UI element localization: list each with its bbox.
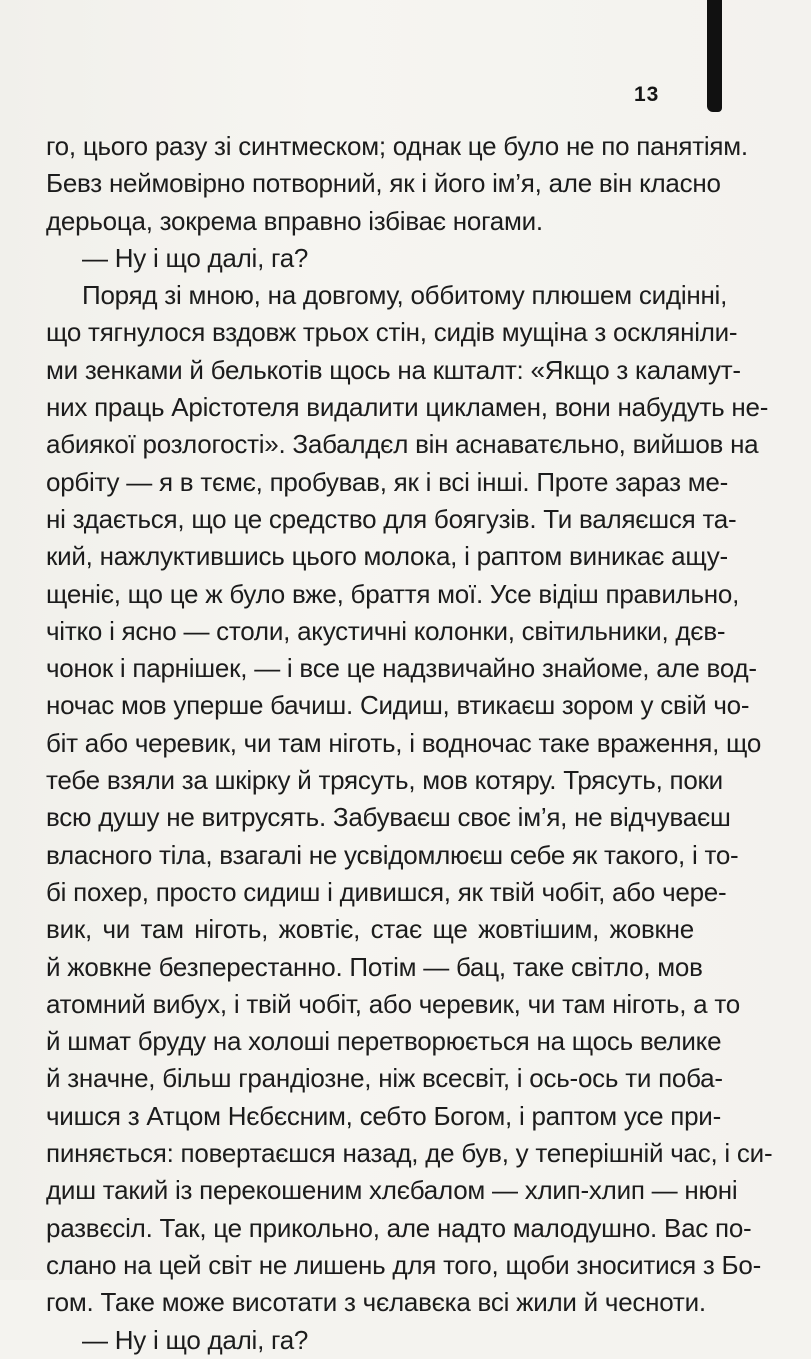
- text-line: й значне, більш грандіозне, ніж всесвіт, і ось-ось ти поба-: [46, 1063, 723, 1094]
- text-line: Поряд зі мною, на довгому, оббитому плюшем сидінні,: [82, 280, 728, 311]
- page-number: 13: [634, 83, 660, 106]
- text-line: й шмат бруду на холоші перетворюється на щось велике: [46, 1026, 722, 1057]
- page-edge-shadow: [707, 0, 722, 112]
- text-line: диш такий із перекошеним хлєбалом — хлип-хлип — нюні: [46, 1175, 738, 1206]
- text-line: абиякої розлогості». Забалдєл він аснаватєльно, вийшов на: [46, 429, 759, 460]
- text-line: кий, нажлуктившись цього молока, і раптом виникає ащу-: [46, 541, 728, 572]
- text-line: чишся з Атцом Нєбєсним, себто Богом, і раптом усе при-: [46, 1100, 721, 1131]
- text-line: вик, чи там ніготь, жовтіє, стає ще жовтішим, жовкне: [46, 914, 694, 945]
- text-line: власного тіла, взагалі не усвідомлюєш себе як такого, і то-: [46, 839, 739, 870]
- text-line: гом. Таке може висотати з чєлавєка всі жили й чесноти.: [46, 1287, 706, 1318]
- text-line: пиняється: повертаєшся назад, де був, у теперішній час, і си-: [46, 1138, 773, 1169]
- text-line: ми зенками й белькотів щось на кшталт: «Якщо з каламут-: [46, 354, 741, 385]
- text-line: чонок і парнішек, — і все це надзвичайно знайоме, але вод-: [46, 653, 757, 684]
- text-line: го, цього разу зі синтмеском; однак це було не по панятіям.: [46, 131, 748, 161]
- text-line: й жовкне безперестанно. Потім — бац, таке світло, мов: [46, 951, 703, 982]
- text-line: чітко і ясно — столи, акустичні колонки, світильники, дєв-: [46, 615, 726, 646]
- text-line: Бевз неймовірно потворний, як і його ім’я, але він класно: [46, 168, 721, 199]
- text-line: бі похер, просто сидиш і дивишся, як твій чобіт, або чере-: [46, 876, 727, 907]
- text-line: щеніє, що це ж було вже, браття мої. Усе відіш правильно,: [46, 578, 740, 609]
- text-line: дерьоца, зокрема вправно ізбіває ногами.: [46, 205, 543, 236]
- text-line: — Ну і що далі, га?: [82, 242, 309, 273]
- text-line: що тягнулося вздовж трьох стін, сидів мущіна з оскляніли-: [46, 317, 738, 348]
- text-line: — Ну і що далі, га?: [82, 1324, 309, 1355]
- text-line: атомний вибух, і твій чобіт, або черевик, чи там ніготь, а то: [46, 988, 740, 1019]
- text-line: слано на цей світ не лишень для того, щоби зноситися з Бо-: [46, 1249, 761, 1280]
- text-line: біт або черевик, чи там ніготь, і водночас таке враження, що: [46, 727, 762, 758]
- text-line: тебе взяли за шкірку й трясуть, мов котяру. Трясуть, поки: [46, 765, 723, 796]
- text-line: орбіту — я в тємє, пробував, як і всі інші. Проте зараз ме-: [46, 466, 729, 497]
- text-line: них праць Арістотеля видалити цикламен, вони набудуть не-: [46, 392, 769, 423]
- text-line: ночас мов уперше бачиш. Сидиш, втикаєш зором у свій чо-: [46, 690, 750, 721]
- text-line: развєсіл. Так, це прикольно, але надто малодушно. Вас по-: [46, 1212, 752, 1243]
- body-text: [46, 128, 773, 1359]
- text-line: ні здається, що це средство для боягузів. Ти валяєшся та-: [46, 503, 737, 534]
- text-line: всю душу не витрусять. Забуваєш своє ім’я, не відчуваєш: [46, 802, 731, 833]
